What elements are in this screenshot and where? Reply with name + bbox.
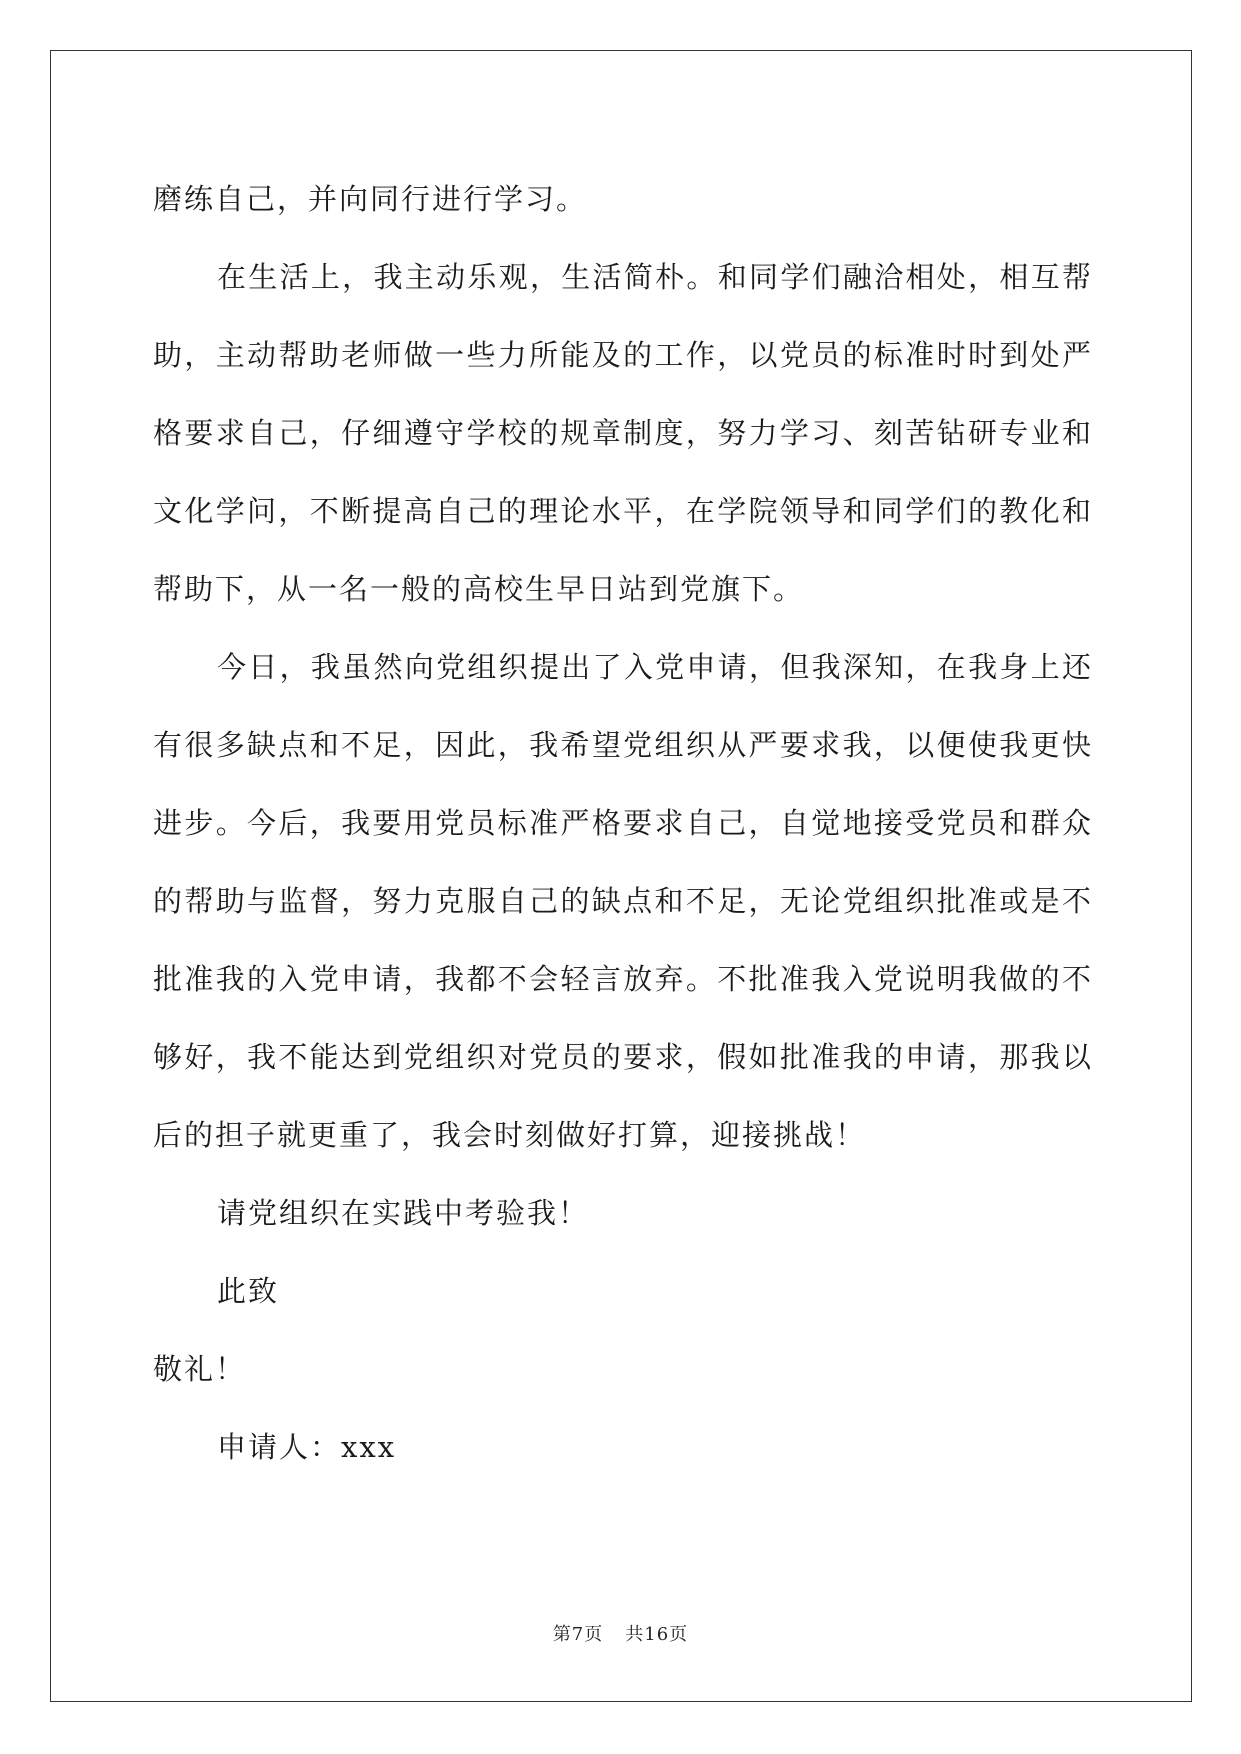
document-body — [153, 160, 1093, 1486]
paragraph-application: 今日，我虽然向党组织提出了入党申请，但我深知，在我身上还有很多缺点和不足，因此，我希望党组织从严要求我，以便使我更快进步。今后，我要用党员标准严格要求自己，自觉地接受党员和群众的帮助与监督，努力克服自己的缺点和不足，无论党组织批准或是不批准我的入党申请，我都不会轻言放弃。不批准我入党说明我做的不够好，我不能达到党组织对党员的要求，假如批准我的申请，那我以后的担子就更重了，我会时刻做好打算，迎接挑战！ — [153, 650, 1093, 1152]
closing-salutation: 此致 — [217, 1274, 280, 1308]
closing-respect: 敬礼！ — [153, 1352, 247, 1386]
paragraph-request: 请党组织在实践中考验我！ — [217, 1196, 590, 1230]
page-footer — [0, 1620, 1241, 1646]
page-number-total: 共16页 — [625, 1624, 689, 1645]
paragraph-continuation: 磨练自己，并向同行进行学习。 — [153, 182, 588, 216]
paragraph-life: 在生活上，我主动乐观，生活简朴。和同学们融洽相处，相互帮助，主动帮助老师做一些力所能及的工作，以党员的标准时时到处严格要求自己，仔细遵守学校的规章制度，努力学习、刻苦钻研专业和文化学问，不断提高自己的理论水平，在学院领导和同学们的教化和帮助下，从一名一般的高校生早日站到党旗下。 — [153, 260, 1093, 606]
page-number-current: 第7页 — [552, 1624, 604, 1645]
applicant-signature: 申请人：xxx — [217, 1430, 397, 1464]
